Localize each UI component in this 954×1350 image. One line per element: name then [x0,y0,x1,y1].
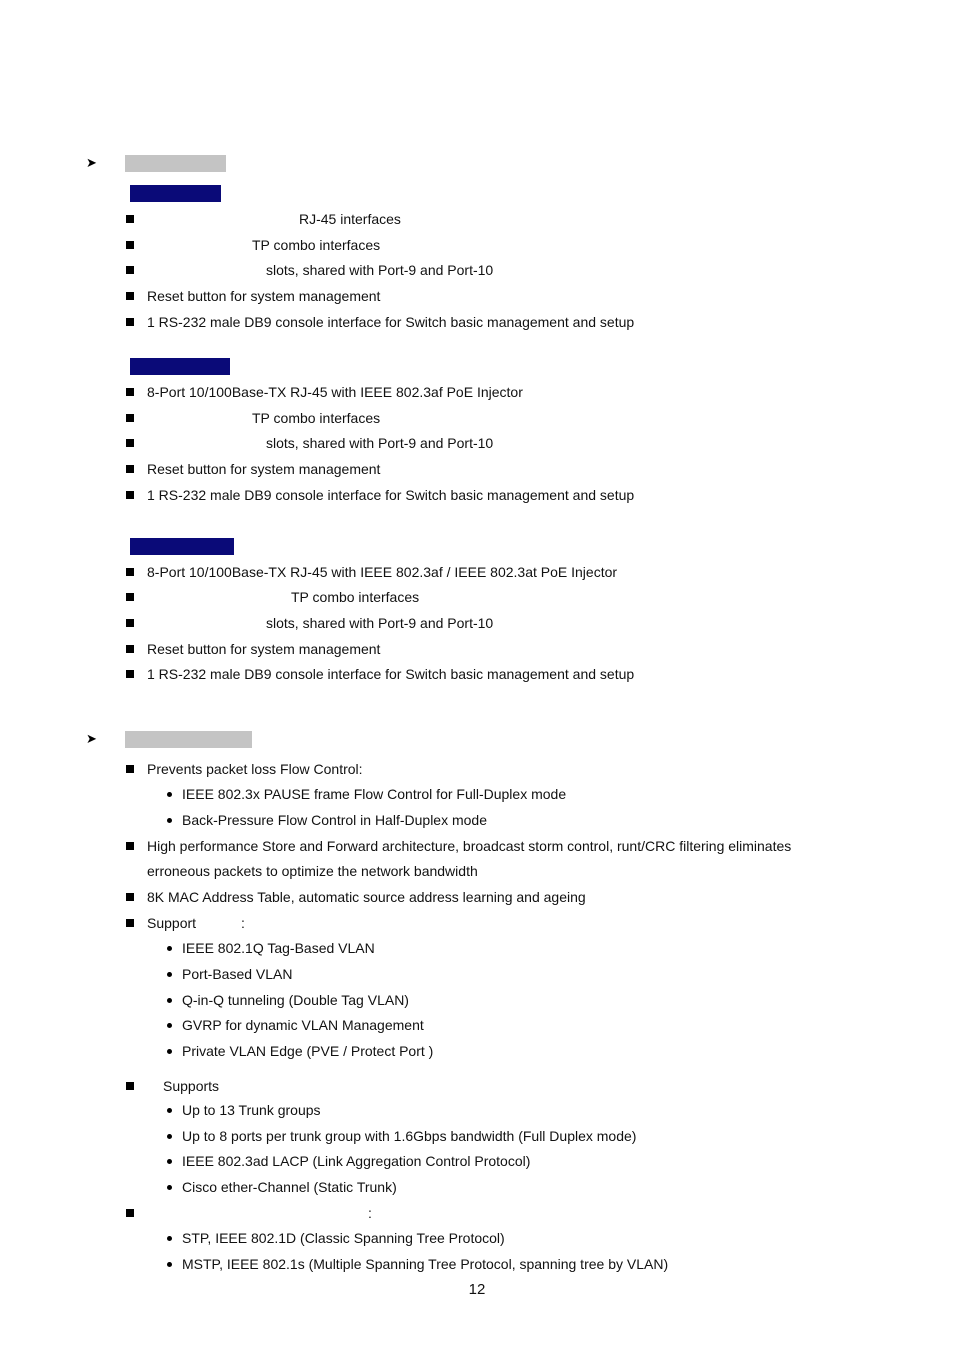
list-item: Up to 8 ports per trunk group with 1.6Gbps bandwidth (Full Duplex mode) [182,1128,637,1144]
list-item: TP combo interfaces [291,589,420,605]
square-bullet-icon [126,1209,134,1217]
list-item: IEEE 802.3ad LACP (Link Aggregation Control Protocol) [182,1153,531,1169]
list-item: Supports [163,1078,220,1094]
list-item: GVRP for dynamic VLAN Management [182,1017,424,1033]
list-item: Reset button for system management [147,641,381,657]
list-item: Q-in-Q tunneling (Double Tag VLAN) [182,992,409,1008]
round-bullet-icon [167,1134,172,1139]
list-item: 8K MAC Address Table, automatic source address learning and ageing [147,889,586,905]
square-bullet-icon [126,645,134,653]
square-bullet-icon [126,893,134,901]
list-item-colon: : [241,915,245,931]
list-item: Port-Based VLAN [182,966,293,982]
list-item: STP, IEEE 802.1D (Classic Spanning Tree Protocol) [182,1230,505,1246]
square-bullet-icon [126,241,134,249]
round-bullet-icon [167,998,172,1003]
square-bullet-icon [126,215,134,223]
list-item: Cisco ether-Channel (Static Trunk) [182,1179,397,1195]
square-bullet-icon [126,1082,134,1090]
list-item: 1 RS-232 male DB9 console interface for Switch basic management and setup [147,314,635,330]
round-bullet-icon [167,792,172,797]
list-item-colon: : [368,1205,372,1221]
square-bullet-icon [126,439,134,447]
round-bullet-icon [167,1049,172,1054]
list-item: slots, shared with Port-9 and Port-10 [266,262,494,278]
square-bullet-icon [126,292,134,300]
list-item: slots, shared with Port-9 and Port-10 [266,615,494,631]
round-bullet-icon [167,1236,172,1241]
list-item: 8-Port 10/100Base-TX RJ-45 with IEEE 802.3af PoE Injector [147,384,523,400]
list-item: TP combo interfaces [252,237,381,253]
list-item: Back-Pressure Flow Control in Half-Duplex mode [182,812,487,828]
square-bullet-icon [126,388,134,396]
round-bullet-icon [167,1185,172,1190]
round-bullet-icon [167,818,172,823]
round-bullet-icon [167,946,172,951]
page-number: 12 [468,1281,486,1298]
list-item: Reset button for system management [147,288,381,304]
section-arrow-icon: ➤ [86,155,97,170]
list-item: Reset button for system management [147,461,381,477]
square-bullet-icon [126,266,134,274]
list-item: High performance Store and Forward architecture, broadcast storm control, runt/CRC filtering eliminates [147,838,792,854]
list-item: IEEE 802.1Q Tag-Based VLAN [182,940,375,956]
round-bullet-icon [167,1262,172,1267]
list-item: Up to 13 Trunk groups [182,1102,321,1118]
square-bullet-icon [126,318,134,326]
list-item-continuation: erroneous packets to optimize the network bandwidth [147,863,478,879]
square-bullet-icon [126,414,134,422]
round-bullet-icon [167,1108,172,1113]
round-bullet-icon [167,972,172,977]
model-heading-redacted [130,538,234,555]
square-bullet-icon [126,465,134,473]
square-bullet-icon [126,619,134,627]
list-item: RJ-45 interfaces [299,211,401,227]
list-item: Support [147,915,197,931]
list-item: TP combo interfaces [252,410,381,426]
list-item: 1 RS-232 male DB9 console interface for Switch basic management and setup [147,487,635,503]
section-heading-redacted [125,155,226,172]
section-arrow-icon: ➤ [86,731,97,746]
round-bullet-icon [167,1159,172,1164]
list-item: Prevents packet loss Flow Control: [147,761,363,777]
list-item: Private VLAN Edge (PVE / Protect Port ) [182,1043,434,1059]
list-item: 8-Port 10/100Base-TX RJ-45 with IEEE 802.3af / IEEE 802.3at PoE Injector [147,564,618,580]
square-bullet-icon [126,670,134,678]
square-bullet-icon [126,842,134,850]
square-bullet-icon [126,919,134,927]
square-bullet-icon [126,765,134,773]
model-heading-redacted [130,185,221,202]
square-bullet-icon [126,568,134,576]
list-item: MSTP, IEEE 802.1s (Multiple Spanning Tree Protocol, spanning tree by VLAN) [182,1256,669,1272]
list-item: 1 RS-232 male DB9 console interface for Switch basic management and setup [147,666,635,682]
square-bullet-icon [126,593,134,601]
list-item: IEEE 802.3x PAUSE frame Flow Control for Full-Duplex mode [182,786,567,802]
model-heading-redacted [130,358,230,375]
section-heading-redacted [125,731,252,748]
square-bullet-icon [126,491,134,499]
list-item: slots, shared with Port-9 and Port-10 [266,435,494,451]
round-bullet-icon [167,1023,172,1028]
